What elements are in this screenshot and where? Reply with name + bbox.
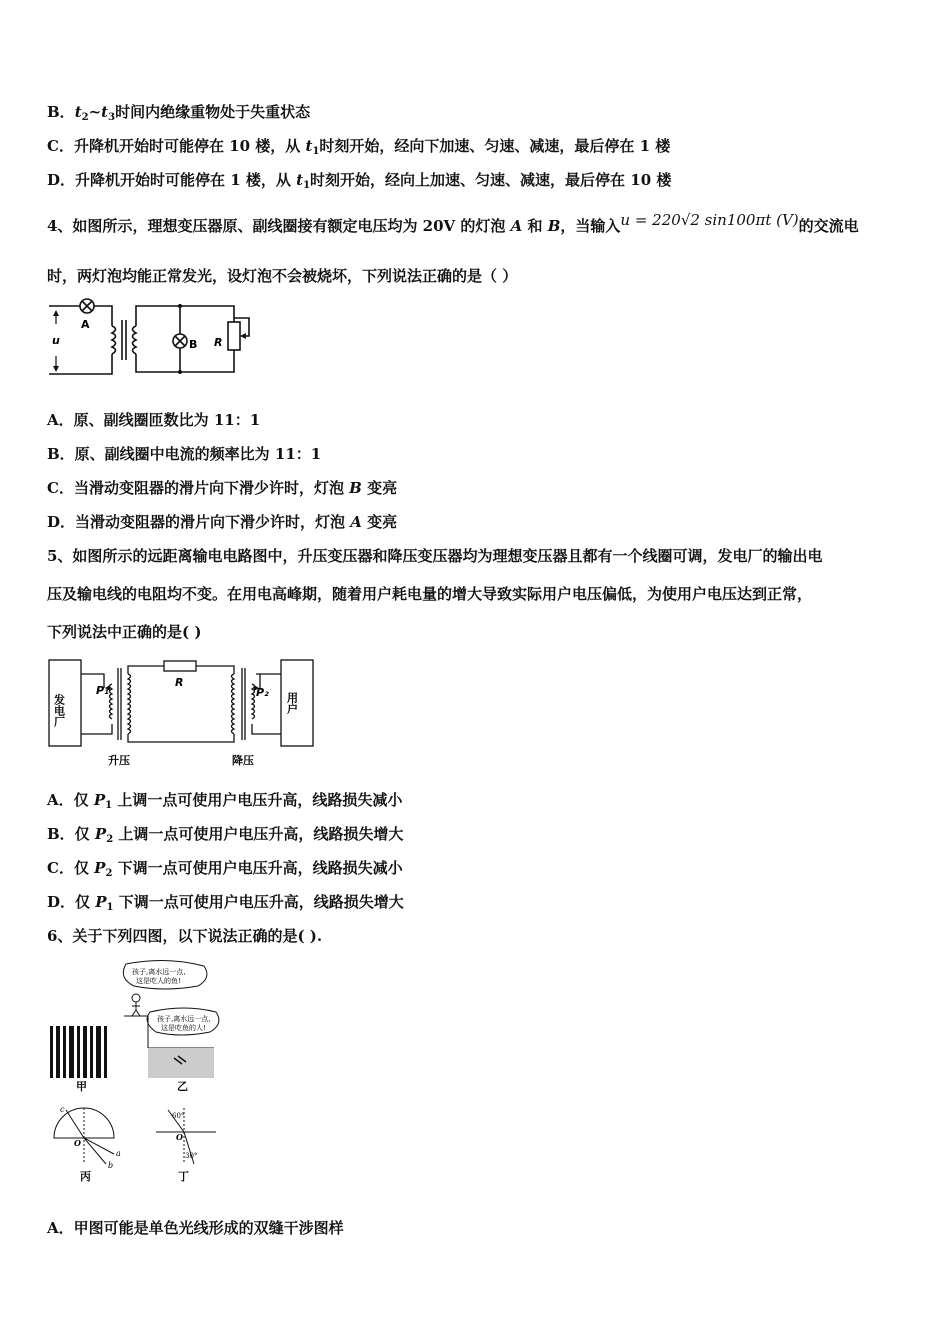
q6-bubble2-l1: 孩子,离水远一点, xyxy=(157,1015,211,1023)
q6-label-o2: O xyxy=(176,1132,183,1142)
q6-label-ding: 丁 xyxy=(178,1170,189,1183)
q6-stem: 6、关于下列四图，以下说法正确的是( ). xyxy=(47,927,323,945)
q3-option-d: D．升降机开始时可能停在 1 楼，从 $t_1$时刻开始，经向上加速、匀速、减速，最后停在 10 楼 xyxy=(47,171,672,191)
q6-bubble1-l2: 这是吃人的鱼! xyxy=(136,977,181,985)
q6-label-jia: 甲 xyxy=(76,1080,87,1093)
q4-option-d: D．当滑动变阻器的滑片向下滑少许时，灯泡 A 变亮 xyxy=(47,513,398,531)
q6-ang30: 30° xyxy=(185,1152,198,1160)
q5-fig-user: 用户 xyxy=(285,692,299,714)
q6-bubble2-l2: 这是吃鱼的人! xyxy=(161,1024,206,1032)
q4-option-a: A．原、副线圈匝数比为 11：1 xyxy=(47,411,261,429)
q4-option-c: C．当滑动变阻器的滑片向下滑少许时，灯泡 B 变亮 xyxy=(47,479,398,497)
q6-ang60: 60° xyxy=(172,1112,185,1120)
q4-fig-r: R xyxy=(214,336,223,349)
q5-option-c: C．仅 $P_2$ 下调一点可使用户电压升高，线路损失减小 xyxy=(47,859,403,879)
q5-stem-line2: 压及输电线的电阻均不变。在用电高峰期，随着用户耗电量的增大导致实际用户电压偏低，为使用户电压达到正常， xyxy=(47,585,813,603)
q5-stem-line3: 下列说法中正确的是( ) xyxy=(47,623,202,641)
q4-stem-line1: 4、如图所示，理想变压器原、副线圈接有额定电压均为 20V 的灯泡 A 和 B，当输入u = 220√2 sin100πt (V)的交流电 xyxy=(47,211,859,235)
q6-bubble1-l1: 孩子,离水远一点, xyxy=(132,968,186,976)
q3-option-b: B．$t_2\sim t_3$时间内绝缘重物处于失重状态 xyxy=(47,103,311,123)
q6-label-yi: 乙 xyxy=(177,1080,188,1093)
q5-fig-r: R xyxy=(175,676,184,689)
q4-transformer-figure xyxy=(44,296,254,382)
q5-fig-up: 升压 xyxy=(108,754,130,767)
q4-option-b: B．原、副线圈中电流的频率比为 11：1 xyxy=(47,445,322,463)
q6-label-a: a xyxy=(116,1149,121,1158)
q3-option-c: C．升降机开始时可能停在 10 楼，从 $t_1$时刻开始，经向下加速、匀速、减速，最后停在 1 楼 xyxy=(47,137,671,157)
q4-stem-line2: 时，两灯泡均能正常发光，设灯泡不会被烧坏，下列说法正确的是（ ） xyxy=(47,267,518,285)
q6-fringe-pattern xyxy=(50,1026,107,1078)
q5-option-a: A．仅 $P_1$ 上调一点可使用户电压升高，线路损失减小 xyxy=(47,791,403,811)
q6-option-a: A．甲图可能是单色光线形成的双缝干涉图样 xyxy=(47,1219,344,1237)
q5-option-d: D．仅 $P_1$ 下调一点可使用户电压升高，线路损失增大 xyxy=(47,893,404,913)
q5-transmission-figure xyxy=(46,654,318,770)
q5-fig-p2: P₂ xyxy=(256,686,269,699)
q5-fig-p1: P₁ xyxy=(96,684,109,697)
q5-fig-plant: 发电厂 xyxy=(52,694,66,727)
q5-fig-down: 降压 xyxy=(232,754,254,767)
q6-four-figures xyxy=(44,958,234,1188)
q5-stem-line1: 5、如图所示的远距离输电电路图中，升压变压器和降压变压器均为理想变压器且都有一个线圈可调，发电厂的输出电 xyxy=(47,547,823,565)
q4-formula: u = 220√2 sin100πt (V) xyxy=(620,211,799,229)
q6-label-o1: O xyxy=(74,1138,81,1148)
q4-fig-b: B xyxy=(189,338,198,351)
q5-option-b: B．仅 $P_2$ 上调一点可使用户电压升高，线路损失增大 xyxy=(47,825,404,845)
q6-label-b: b xyxy=(108,1161,114,1170)
q6-label-c: c xyxy=(60,1105,65,1114)
q6-label-bing: 丙 xyxy=(80,1170,91,1183)
q4-fig-a: A xyxy=(81,318,90,331)
q4-fig-u: u xyxy=(52,334,60,347)
